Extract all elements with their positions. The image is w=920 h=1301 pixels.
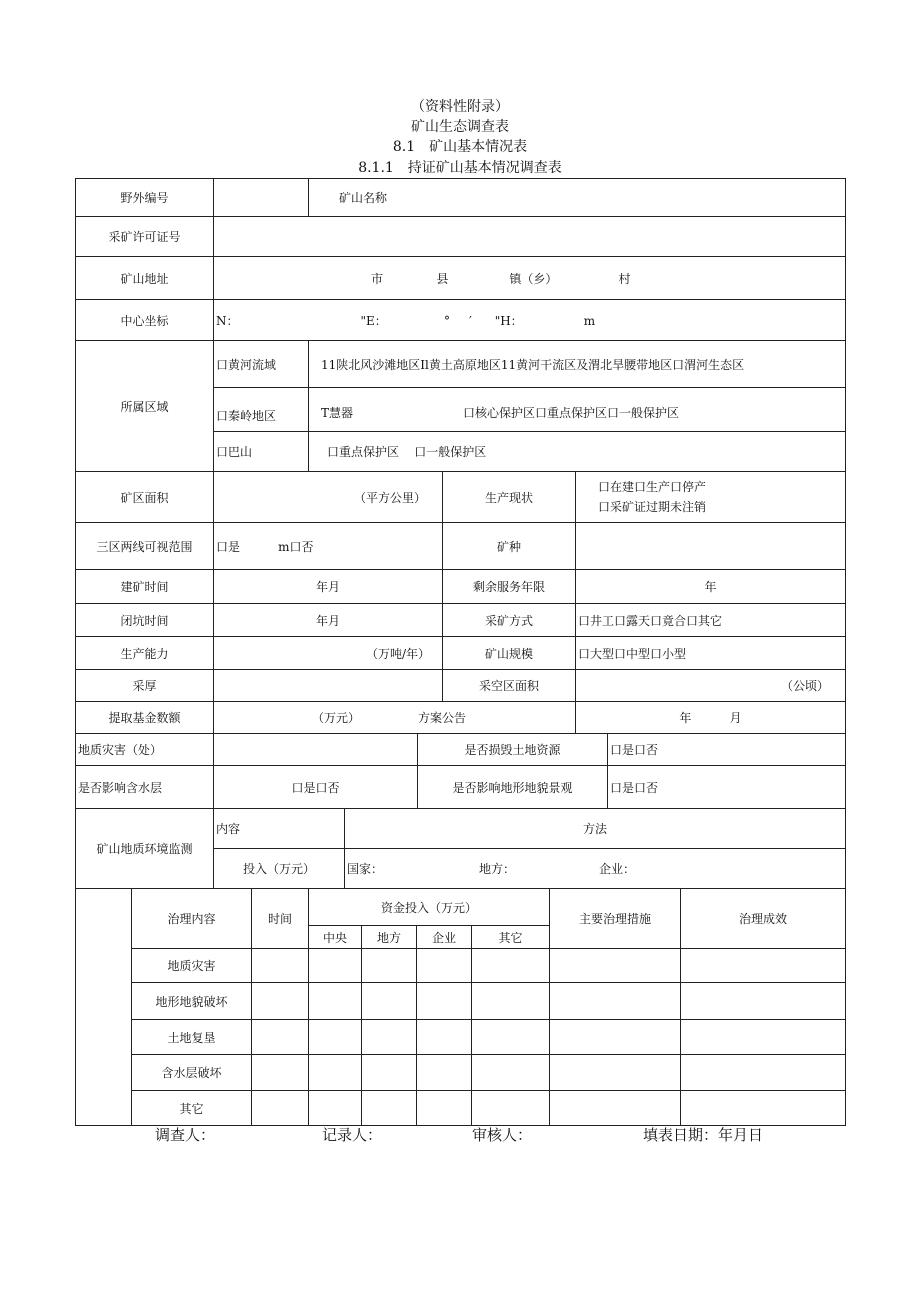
yellow-river-options[interactable]: 11陕北风沙滩地区Il黄土高原地区11黄河干流区及渭北旱腰带地区口渭河生态区 — [308, 340, 846, 388]
label-method2: 方法 — [344, 808, 846, 849]
label-license: 采矿许可证号 — [75, 216, 214, 257]
governance-cell[interactable] — [416, 982, 472, 1020]
visible-input[interactable]: 口是 m口否 — [213, 522, 443, 570]
land-damage-options[interactable]: 口是口否 — [607, 733, 846, 766]
label-content: 内容 — [213, 808, 345, 849]
governance-cell[interactable] — [680, 1090, 846, 1126]
invest-input[interactable] — [344, 848, 846, 889]
label-landform: 是否影响地形地貌景观 — [417, 765, 608, 809]
invest-country: 国家： — [347, 862, 384, 876]
remain-input[interactable]: 年 — [575, 569, 846, 604]
invest-local: 地方： — [479, 862, 516, 876]
governance-item-label: 地形地貌破坏 — [131, 982, 252, 1020]
yellow-river-checkbox[interactable]: 口黄河流域 — [213, 340, 309, 388]
section-title: 8.1 矿山基本情况表 — [392, 139, 528, 155]
governance-cell[interactable] — [471, 1019, 550, 1055]
address-input[interactable]: 市 县 镇（乡） 村 — [213, 256, 846, 300]
governance-cell[interactable] — [361, 982, 417, 1020]
center-n: N： — [216, 313, 239, 328]
label-monitor: 矿山地质环境监测 — [75, 808, 214, 889]
status-options[interactable] — [575, 471, 846, 523]
header-funds: 资金投入（万元） — [308, 888, 550, 926]
governance-cell[interactable] — [549, 1019, 681, 1055]
governance-cell[interactable] — [361, 1054, 417, 1091]
governance-cell[interactable] — [471, 982, 550, 1020]
status-line-1: 口在建口生产口停产 — [598, 480, 707, 494]
governance-cell[interactable] — [251, 982, 309, 1020]
header-time: 时间 — [251, 888, 309, 949]
method-options[interactable]: 口井工口露天口竟合口其它 — [575, 603, 846, 637]
governance-cell[interactable] — [549, 982, 681, 1020]
label-center: 中心坐标 — [75, 299, 214, 341]
label-method: 采矿方式 — [442, 603, 576, 637]
plan-date-input[interactable]: 年 月 — [575, 701, 846, 734]
governance-cell[interactable] — [549, 1054, 681, 1091]
label-region: 所属区域 — [75, 340, 214, 472]
label-thickness: 采厚 — [75, 669, 214, 702]
governance-cell[interactable] — [308, 948, 362, 983]
governance-cell[interactable] — [680, 1054, 846, 1091]
subheader-central: 中央 — [308, 925, 362, 949]
governance-cell[interactable] — [308, 1090, 362, 1126]
governance-cell[interactable] — [361, 948, 417, 983]
governance-cell[interactable] — [361, 1019, 417, 1055]
governance-cell[interactable] — [308, 982, 362, 1020]
label-build-time: 建矿时间 — [75, 569, 214, 604]
governance-cell[interactable] — [471, 948, 550, 983]
aquifer-options[interactable]: 口是口否 — [213, 765, 418, 809]
governance-cell[interactable] — [471, 1054, 550, 1091]
subheader-other: 其它 — [471, 925, 550, 949]
close-time-input[interactable]: 年月 — [213, 603, 443, 637]
footer-investigator: 调查人： — [155, 1126, 216, 1144]
label-status: 生产现状 — [442, 471, 576, 523]
label-mine-name[interactable]: 矿山名称 — [308, 178, 846, 217]
build-time-input[interactable]: 年月 — [213, 569, 443, 604]
label-field-no: 野外编号 — [75, 178, 214, 217]
label-hazard: 地质灾害（处） — [75, 733, 214, 766]
label-area: 矿区面积 — [75, 471, 214, 523]
status-line-2: 口采矿证过期未注销 — [598, 500, 707, 514]
header-measures: 主要治理措施 — [549, 888, 681, 949]
label-scale: 矿山规模 — [442, 636, 576, 670]
governance-cell[interactable] — [416, 1090, 472, 1126]
subheader-enterprise: 企业 — [416, 925, 472, 949]
label-close-time: 闭坑时间 — [75, 603, 214, 637]
governance-cell[interactable] — [361, 1090, 417, 1126]
governance-cell[interactable] — [549, 1090, 681, 1126]
label-mineral: 矿种 — [442, 522, 576, 570]
qinling-options[interactable] — [308, 387, 846, 432]
field-no-input[interactable] — [213, 178, 309, 217]
governance-cell[interactable] — [251, 1090, 309, 1126]
governance-cell[interactable] — [416, 1019, 472, 1055]
governance-side-cell — [75, 888, 132, 1126]
label-goaf: 采空区面积 — [442, 669, 576, 702]
label-aquifer: 是否影响含水层 — [75, 765, 214, 809]
center-input[interactable] — [213, 299, 846, 341]
capacity-input[interactable]: （万吨/年） — [213, 636, 443, 670]
footer-recorder: 记录人： — [322, 1126, 383, 1144]
governance-item-label: 地质灾害 — [131, 948, 252, 983]
governance-cell[interactable] — [308, 1054, 362, 1091]
center-coords: "E： ° ′ "H： m — [360, 313, 596, 328]
qinling-a: T慧器 — [321, 406, 354, 420]
governance-cell[interactable] — [251, 1054, 309, 1091]
scale-options[interactable]: 口大型口中型口小型 — [575, 636, 846, 670]
footer-reviewer: 审核人： — [472, 1126, 533, 1144]
label-remain: 剩余服务年限 — [442, 569, 576, 604]
governance-item-label: 含水层破坏 — [131, 1054, 252, 1091]
label-capacity: 生产能力 — [75, 636, 214, 670]
governance-cell[interactable] — [416, 1054, 472, 1091]
hazard-input[interactable] — [213, 733, 418, 766]
header-content: 治理内容 — [131, 888, 252, 949]
qinling-b: 口核心保护区口重点保护区口一般保护区 — [463, 406, 680, 420]
mineral-input[interactable] — [575, 522, 846, 570]
label-plan: 方案公告 — [418, 711, 467, 725]
label-visible: 三区两线可视范围 — [75, 522, 214, 570]
governance-cell[interactable] — [680, 982, 846, 1020]
label-address: 矿山地址 — [75, 256, 214, 300]
bashan-checkbox[interactable]: 口巴山 — [213, 431, 309, 472]
governance-cell[interactable] — [680, 1019, 846, 1055]
label-invest: 投入（万元） — [213, 848, 345, 889]
header-effect: 治理成效 — [680, 888, 846, 949]
fund-input[interactable] — [213, 701, 576, 734]
governance-cell[interactable] — [549, 948, 681, 983]
governance-cell[interactable] — [471, 1090, 550, 1126]
footer-date: 填表日期：年月日 — [643, 1126, 764, 1144]
governance-cell[interactable] — [251, 948, 309, 983]
invest-enterprise: 企业： — [599, 862, 636, 876]
form-title: 矿山生态调查表 — [411, 119, 509, 135]
governance-cell[interactable] — [308, 1019, 362, 1055]
governance-cell[interactable] — [416, 948, 472, 983]
label-fund: 提取基金数额 — [75, 701, 214, 734]
subheader-local: 地方 — [361, 925, 417, 949]
goaf-input[interactable]: （公顷） — [575, 669, 846, 702]
governance-item-label: 其它 — [131, 1090, 252, 1126]
landform-options[interactable]: 口是口否 — [607, 765, 846, 809]
bashan-options[interactable]: 口重点保护区 口一般保护区 — [308, 431, 846, 472]
qinling-checkbox[interactable]: 口秦岭地区 — [213, 387, 309, 432]
license-input[interactable] — [213, 216, 846, 257]
appendix-label: （资料性附录） — [411, 99, 509, 115]
subsection-title: 8.1.1 持证矿山基本情况调查表 — [358, 160, 562, 176]
governance-cell[interactable] — [251, 1019, 309, 1055]
governance-cell[interactable] — [680, 948, 846, 983]
fund-unit: （万元） — [312, 711, 361, 725]
area-input[interactable]: （平方公里） — [213, 471, 443, 523]
governance-item-label: 土地复垦 — [131, 1019, 252, 1055]
label-land-damage: 是否损毁土地资源 — [417, 733, 608, 766]
thickness-input[interactable] — [213, 669, 443, 702]
